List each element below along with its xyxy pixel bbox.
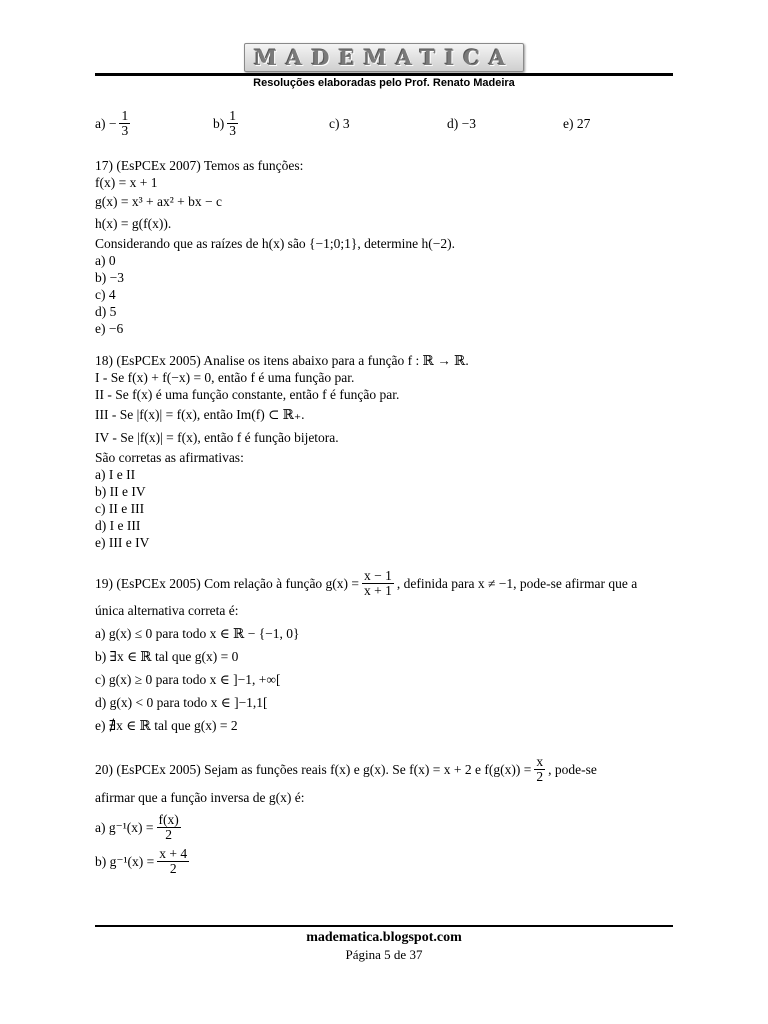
fraction-denominator: 3 bbox=[121, 122, 129, 138]
q20-option-a-label: a) g⁻¹(x) = bbox=[95, 819, 154, 835]
q17-title: 17) (EsPCEx 2007) Temos as funções: bbox=[95, 158, 304, 173]
q18-option: a) I e II bbox=[95, 467, 136, 482]
q16-option-b-label: b) bbox=[213, 115, 225, 131]
q18-item: I - Se f(x) + f(−x) = 0, então f é uma função par. bbox=[95, 370, 355, 385]
q17-function-g: g(x) = x³ + ax² + bx − c bbox=[95, 194, 223, 209]
q16-option-d: d) −3 bbox=[447, 115, 476, 131]
footer-site-link[interactable]: madematica.blogspot.com bbox=[306, 930, 462, 945]
fraction-numerator: f(x) bbox=[158, 811, 179, 827]
q20-title-text: 20) (EsPCEx 2005) Sejam as funções reais f(x) e g(x). Se f(x) = x + 2 e f(g(x)) = bbox=[95, 761, 532, 777]
page-content bbox=[95, 104, 675, 878]
fraction-numerator: 1 bbox=[229, 107, 236, 123]
q18-item: IV - Se |f(x)| = f(x), então f é função bijetora. bbox=[95, 430, 339, 445]
q16-option-b-fraction bbox=[227, 109, 238, 138]
q16-option-c: c) 3 bbox=[329, 115, 350, 131]
header-subtitle: Resoluções elaboradas pelo Prof. Renato Madeira bbox=[253, 77, 515, 89]
q19-title-line2: única alternativa correta é: bbox=[95, 603, 239, 618]
q19-title bbox=[95, 566, 675, 600]
page-number: Página 5 de 37 bbox=[345, 947, 423, 962]
q20-option-a bbox=[95, 810, 675, 844]
q16-option-a-label: a) − bbox=[95, 115, 117, 131]
q18-option: c) II e III bbox=[95, 501, 145, 516]
q18-option: d) I e III bbox=[95, 518, 141, 533]
q17-option: b) −3 bbox=[95, 270, 124, 285]
q16-option-a bbox=[95, 109, 213, 138]
q16-option-a-fraction bbox=[119, 109, 130, 138]
q20-title bbox=[95, 752, 675, 786]
fraction-denominator: 2 bbox=[165, 826, 173, 842]
q18-prompt: São corretas as afirmativas: bbox=[95, 450, 244, 465]
q19-function-fraction bbox=[362, 569, 394, 598]
q16-options bbox=[95, 104, 675, 142]
q19-option: e) ∄x ∈ ℝ tal que g(x) = 2 bbox=[95, 718, 238, 733]
fraction-numerator: x bbox=[536, 753, 544, 769]
q16-option-b bbox=[213, 109, 329, 138]
q17-question: Considerando que as raízes de h(x) são {−1;0;1}, determine h(−2). bbox=[95, 236, 455, 251]
q17-option: d) 5 bbox=[95, 304, 117, 319]
q20-option-b bbox=[95, 844, 675, 878]
footer-rule bbox=[95, 925, 673, 927]
fraction-numerator: x − 1 bbox=[364, 567, 392, 583]
q20-title-fraction bbox=[534, 755, 545, 784]
q19-option: d) g(x) < 0 para todo x ∈ ]−1,1[ bbox=[95, 695, 268, 710]
q18-option: b) II e IV bbox=[95, 484, 146, 499]
q17-option: a) 0 bbox=[95, 253, 116, 268]
q20-option-b-fraction bbox=[157, 847, 189, 876]
site-logo: MADEMATICA bbox=[244, 43, 524, 72]
q19-option: a) g(x) ≤ 0 para todo x ∈ ℝ − {−1, 0} bbox=[95, 626, 300, 641]
q17-option: c) 4 bbox=[95, 287, 116, 302]
q20-option-a-fraction bbox=[157, 813, 181, 842]
q20-option-b-label: b) g⁻¹(x) = bbox=[95, 853, 155, 869]
fraction-numerator: 1 bbox=[121, 107, 129, 123]
q18-option: e) III e IV bbox=[95, 535, 150, 550]
q17-function-h: h(x) = g(f(x)). bbox=[95, 216, 172, 231]
q17-function-f: f(x) = x + 1 bbox=[95, 175, 158, 190]
q20-title-text-end: , pode-se bbox=[548, 761, 597, 777]
fraction-numerator: x + 4 bbox=[159, 845, 188, 861]
q20-title-line2: afirmar que a função inversa de g(x) é: bbox=[95, 790, 305, 805]
q18-item: II - Se f(x) é uma função constante, então f é função par. bbox=[95, 387, 400, 402]
q18-title: 18) (EsPCEx 2005) Analise os itens abaixo para a função f : ℝ → ℝ. bbox=[95, 353, 469, 368]
q19-title-text-end: , definida para x ≠ −1, pode-se afirmar que a bbox=[396, 575, 638, 591]
fraction-denominator: x + 1 bbox=[364, 582, 392, 598]
q19-option: b) ∃x ∈ ℝ tal que g(x) = 0 bbox=[95, 649, 239, 664]
fraction-denominator: 2 bbox=[169, 860, 177, 876]
q17-option: e) −6 bbox=[95, 321, 124, 336]
fraction-denominator: 3 bbox=[229, 122, 236, 138]
q18-item: III - Se |f(x)| = f(x), então Im(f) ⊂ ℝ₊. bbox=[95, 407, 305, 422]
q16-option-e: e) 27 bbox=[563, 115, 591, 131]
header-rule bbox=[95, 73, 673, 76]
q19-title-text: 19) (EsPCEx 2005) Com relação à função g(x) = bbox=[95, 575, 360, 591]
q19-option: c) g(x) ≥ 0 para todo x ∈ ]−1, +∞[ bbox=[95, 672, 281, 687]
fraction-denominator: 2 bbox=[536, 768, 544, 784]
